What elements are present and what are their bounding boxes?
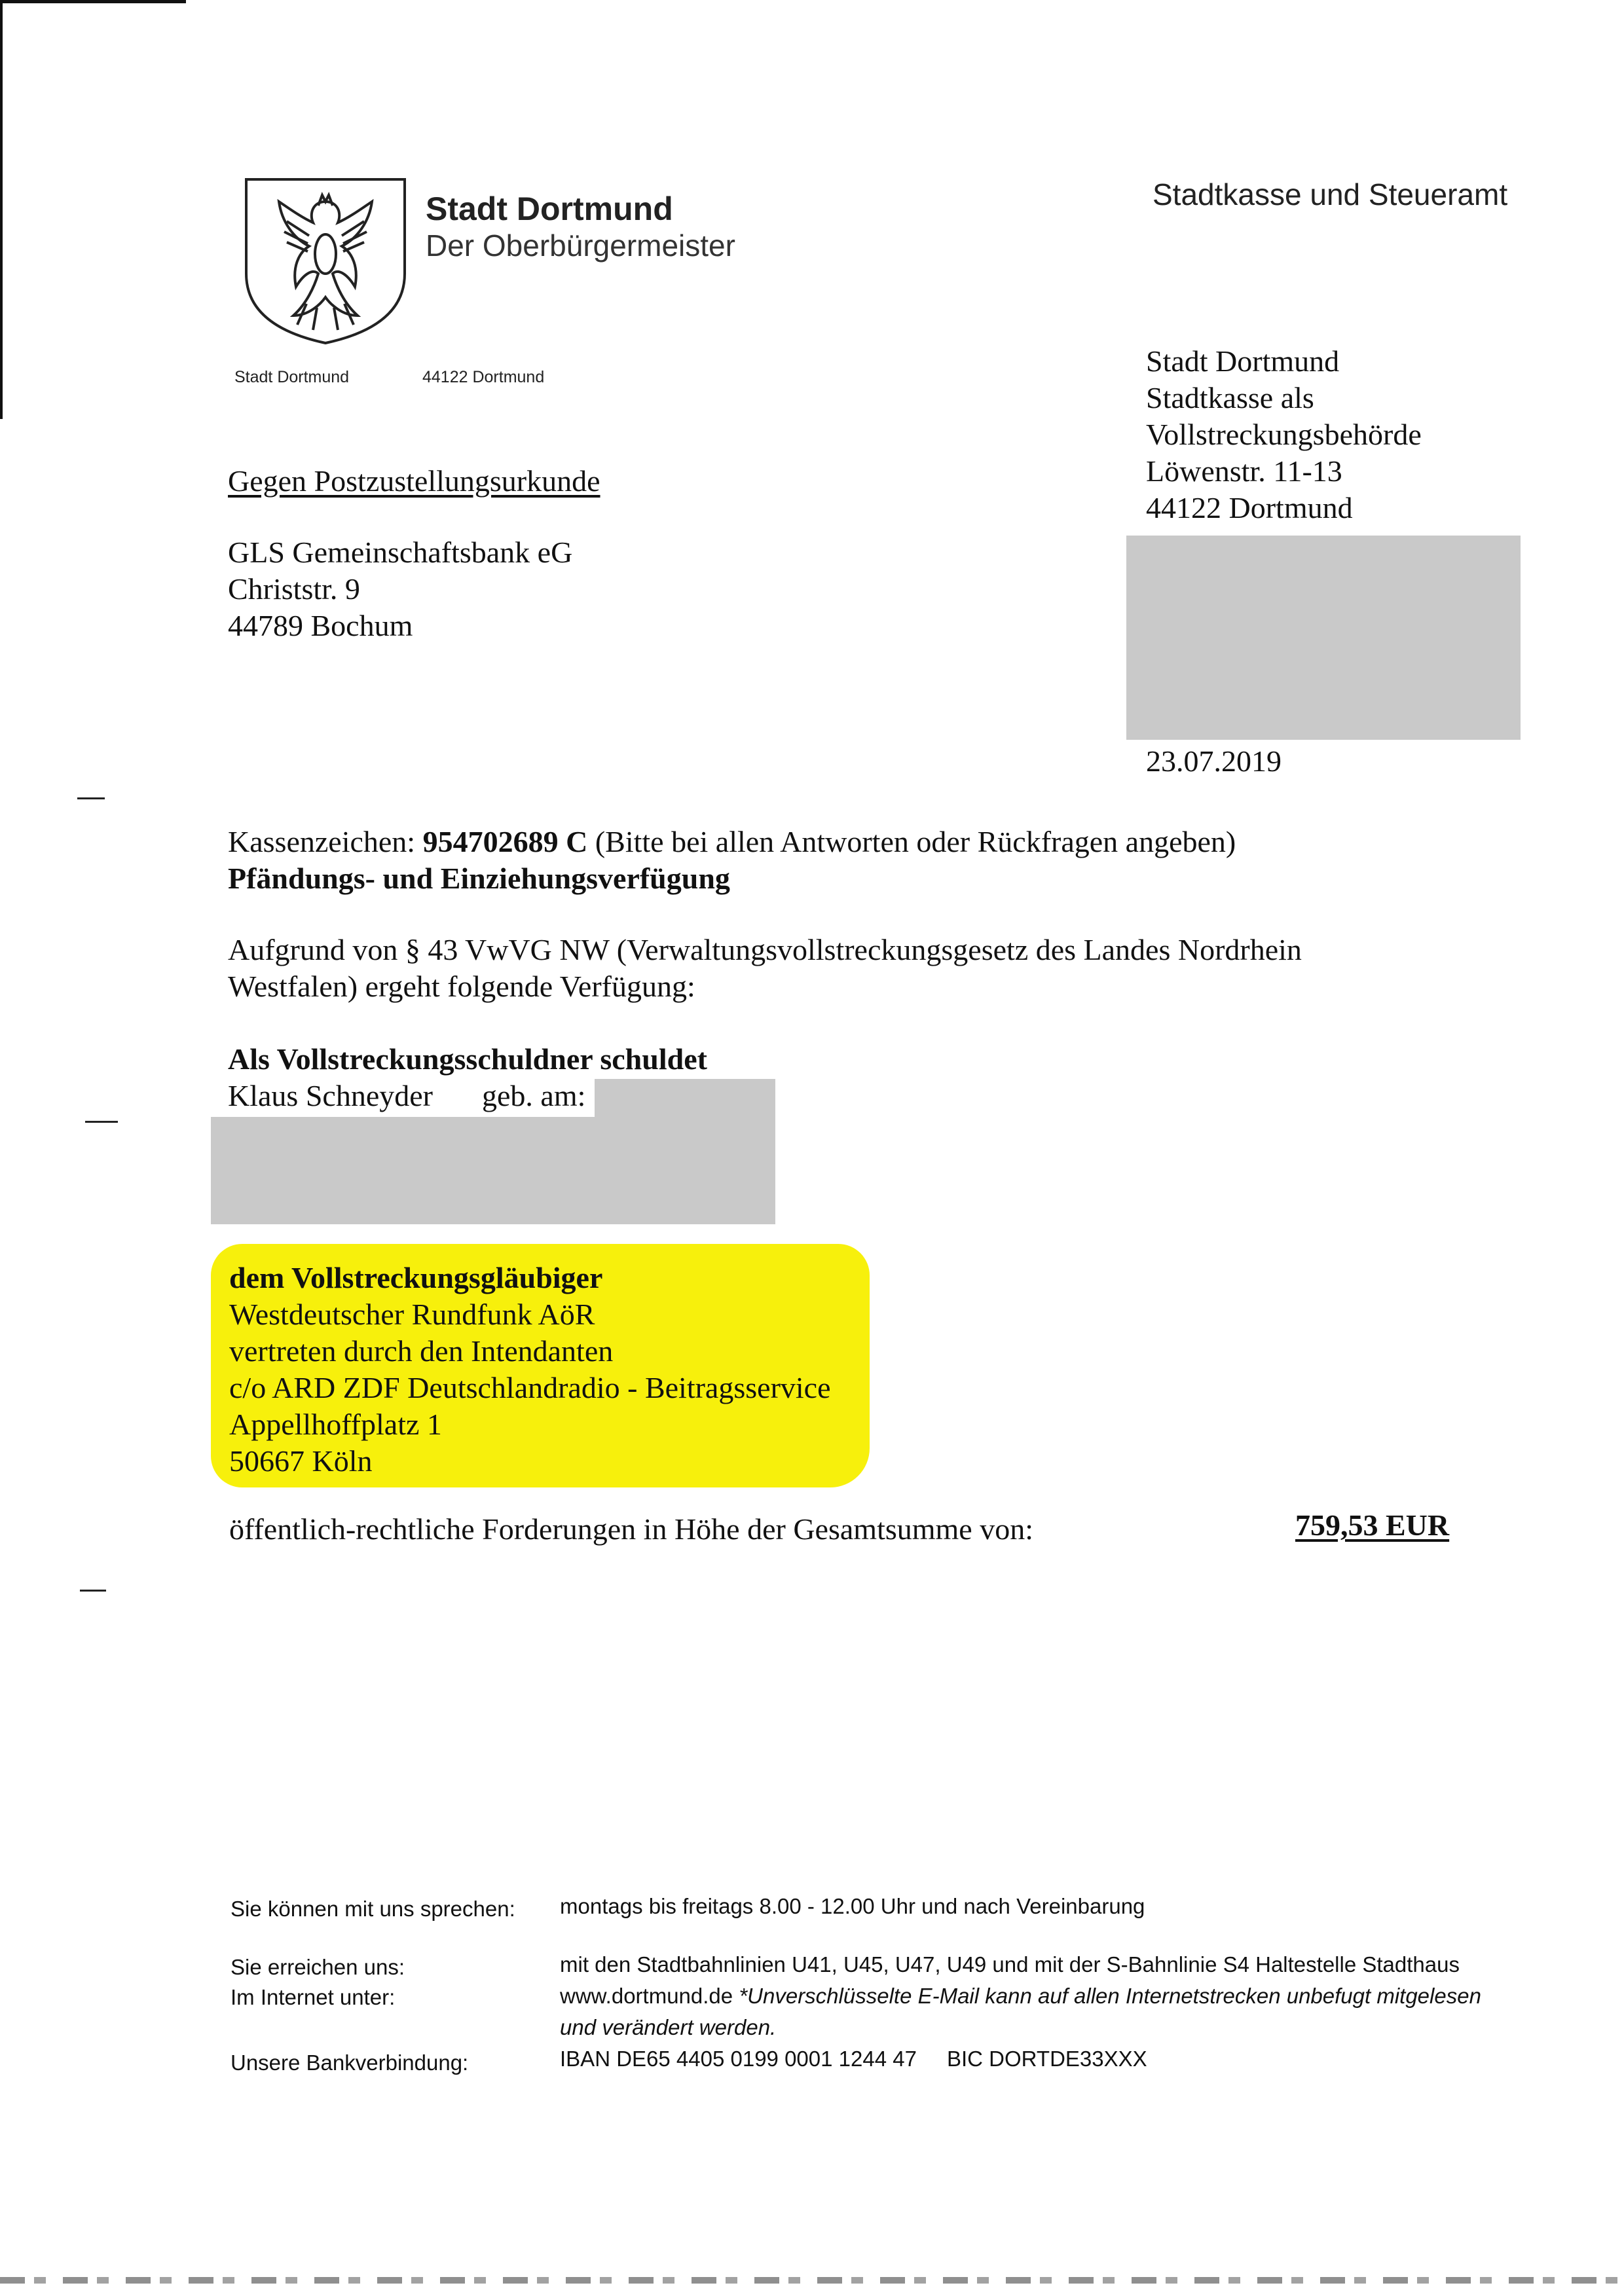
debtor-heading: Als Vollstreckungsschuldner schuldet: [228, 1042, 707, 1076]
footer-hours-label: Sie können mit uns sprechen:: [231, 1897, 515, 1921]
creditor-line: c/o ARD ZDF Deutschlandradio - Beitragsservice: [229, 1371, 831, 1404]
footer-internet-label: Im Internet unter:: [231, 1985, 396, 2009]
dortmund-coat-of-arms-logo: [241, 175, 410, 347]
authority-address-line: Löwenstr. 11-13: [1146, 454, 1342, 488]
creditor-line: vertreten durch den Intendanten: [229, 1334, 614, 1368]
redacted-debtor-address: [211, 1117, 775, 1224]
delivery-note: Gegen Postzustellungsurkunde: [228, 464, 600, 498]
recipient-address: [228, 534, 572, 644]
footer-bank-iban: IBAN DE65 4405 0199 0001 1244 47: [560, 2047, 917, 2071]
subject-title: Pfändungs- und Einziehungsverfügung: [228, 862, 730, 895]
claim-amount: 759,53 EUR: [1295, 1508, 1450, 1542]
footer-internet-value: [560, 1981, 1481, 2011]
authority-address: [1146, 343, 1422, 526]
footer-transit-label: Sie erreichen uns:: [231, 1955, 405, 1979]
sender-line-zip: 44122 Dortmund: [422, 368, 545, 386]
letter-date: 23.07.2019: [1146, 744, 1282, 778]
department-name: Stadtkasse und Steueramt: [1153, 177, 1508, 211]
footer-internet-url[interactable]: www.dortmund.de: [560, 1984, 733, 2008]
creditor-line: Westdeutscher Rundfunk AöR: [229, 1298, 595, 1331]
authority-address-line: Vollstreckungsbehörde: [1146, 418, 1422, 451]
creditor-line: Appellhoffplatz 1: [229, 1408, 442, 1441]
reference-hint: (Bitte bei allen Antworten oder Rückfragen angeben): [587, 825, 1236, 858]
footer-email-note-cont: und verändert werden.: [560, 2015, 777, 2039]
redacted-birthdate: [595, 1079, 775, 1117]
redacted-block: [1126, 536, 1521, 740]
authority-address-line: Stadtkasse als: [1146, 381, 1314, 414]
authority-address-line: Stadt Dortmund: [1146, 344, 1340, 378]
recipient-line: Christstr. 9: [228, 572, 360, 606]
org-name: Stadt Dortmund: [426, 191, 673, 227]
claim-text: öffentlich-rechtliche Forderungen in Höhe der Gesamtsumme von:: [229, 1512, 1034, 1546]
scan-bottom-strip: [0, 2277, 1624, 2284]
debtor-name: Klaus Schneyder: [228, 1079, 433, 1112]
fold-mark: [77, 797, 105, 799]
footer-bank-label: Unsere Bankverbindung:: [231, 2050, 469, 2075]
reference-line: [228, 824, 1236, 860]
footer-email-note: *Unverschlüsselte E-Mail kann auf allen Internetstrecken unbefugt mitgelesen: [739, 1984, 1481, 2008]
recipient-line: GLS Gemeinschaftsbank eG: [228, 536, 573, 569]
org-subtitle: Der Oberbürgermeister: [426, 228, 735, 263]
sender-line-city: Stadt Dortmund: [234, 368, 350, 386]
reference-number: 954702689 C: [422, 825, 588, 858]
creditor-heading: dem Vollstreckungsgläubiger: [229, 1261, 603, 1294]
debtor-line: [228, 1078, 585, 1114]
creditor-line: 50667 Köln: [229, 1444, 373, 1478]
scan-edge-left: [0, 0, 3, 419]
footer-bank-bic: BIC DORTDE33XXX: [947, 2047, 1147, 2071]
creditor-block: [229, 1260, 831, 1480]
fold-mark: [85, 1121, 118, 1123]
fold-mark: [80, 1590, 106, 1592]
debtor-birth-label: geb. am:: [481, 1079, 586, 1112]
recipient-line: 44789 Bochum: [228, 609, 413, 642]
authority-address-line: 44122 Dortmund: [1146, 491, 1353, 524]
scan-edge-top: [0, 0, 186, 3]
reference-label: Kassenzeichen:: [228, 825, 423, 858]
legal-basis-line: Westfalen) ergeht folgende Verfügung:: [228, 970, 695, 1003]
legal-basis: [228, 932, 1302, 1005]
footer-hours-value: montags bis freitags 8.00 - 12.00 Uhr und nach Vereinbarung: [560, 1894, 1145, 1918]
legal-basis-line: Aufgrund von § 43 VwVG NW (Verwaltungsvollstreckungsgesetz des Landes Nordrhein: [228, 933, 1302, 966]
footer-transit-value: mit den Stadtbahnlinien U41, U45, U47, U49 und mit der S-Bahnlinie S4 Haltestelle Stadthaus: [560, 1952, 1460, 1977]
